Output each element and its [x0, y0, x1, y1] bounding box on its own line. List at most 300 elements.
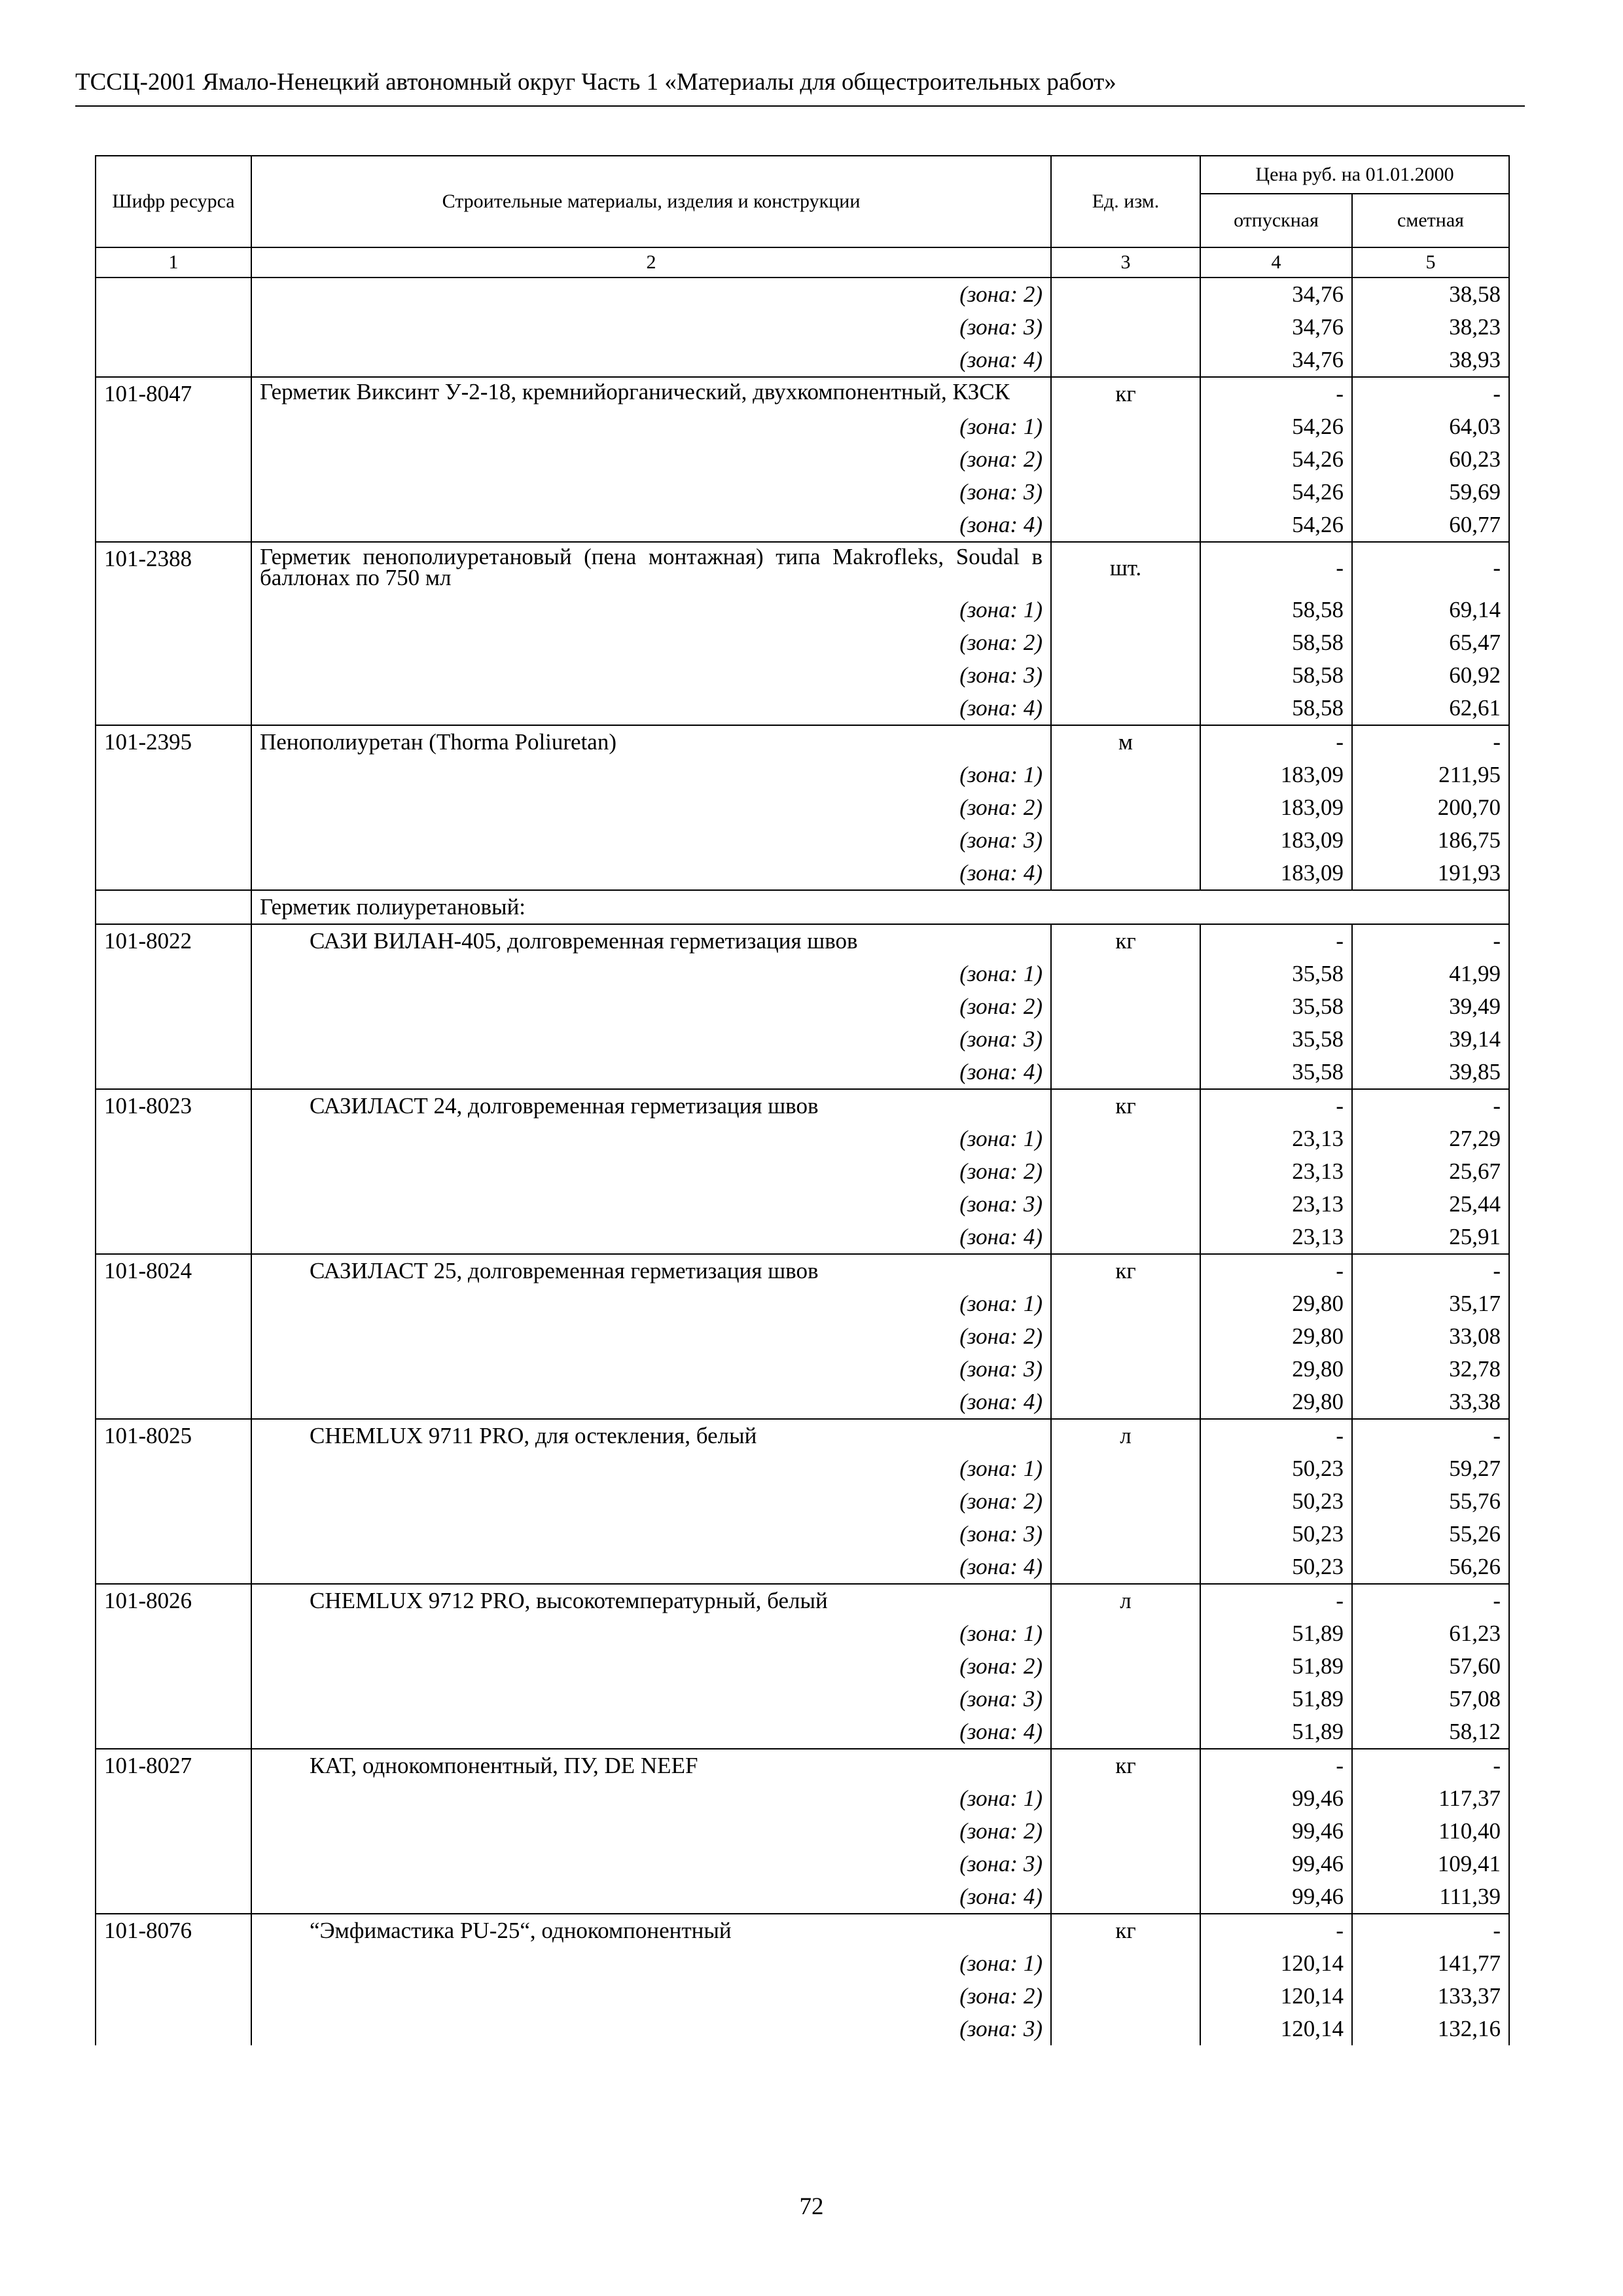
zone-label: (зона: 4) [251, 509, 1051, 542]
table-row [96, 1650, 1509, 1683]
release-price: 34,76 [1200, 278, 1352, 311]
release-price: 99,46 [1200, 1782, 1352, 1815]
unit-cell [1051, 1122, 1200, 1155]
header-code: Шифр ресурса [96, 156, 251, 247]
estimate-price: 39,85 [1352, 1056, 1509, 1089]
zone-label: (зона: 1) [251, 1782, 1051, 1815]
code-cell [96, 509, 251, 542]
table-row [96, 1353, 1509, 1386]
estimate-price: 61,23 [1352, 1617, 1509, 1650]
resource-code: 101-8026 [96, 1584, 251, 1617]
code-cell [96, 344, 251, 377]
zone-label: (зона: 2) [251, 626, 1051, 659]
release-price: 183,09 [1200, 791, 1352, 824]
estimate-price: - [1352, 725, 1509, 759]
estimate-price: 191,93 [1352, 857, 1509, 890]
unit-cell [1051, 1683, 1200, 1715]
release-price: 58,58 [1200, 626, 1352, 659]
release-price: 34,76 [1200, 344, 1352, 377]
code-cell [96, 857, 251, 890]
unit-cell [1051, 509, 1200, 542]
unit-cell [1051, 1947, 1200, 1980]
estimate-price: 39,14 [1352, 1023, 1509, 1056]
zone-label: (зона: 3) [251, 1023, 1051, 1056]
header-rule [75, 105, 1525, 107]
table-body [96, 278, 1509, 2045]
table-row [96, 443, 1509, 476]
table-row [96, 1155, 1509, 1188]
release-price: 99,46 [1200, 1880, 1352, 1914]
estimate-price: 133,37 [1352, 1980, 1509, 2013]
code-cell [96, 410, 251, 443]
unit-cell [1051, 692, 1200, 725]
estimate-price: 38,58 [1352, 278, 1509, 311]
zone-label: (зона: 4) [251, 344, 1051, 377]
code-cell [96, 311, 251, 344]
release-price: 35,58 [1200, 958, 1352, 990]
table-row [96, 2013, 1509, 2045]
release-price: 120,14 [1200, 1980, 1352, 2013]
material-name: САЗИЛАСТ 25, долговременная герметизация швов [251, 1254, 1051, 1287]
estimate-price: 55,76 [1352, 1485, 1509, 1518]
release-price: 50,23 [1200, 1551, 1352, 1584]
table-row [96, 377, 1509, 410]
estimate-price: 60,23 [1352, 443, 1509, 476]
estimate-price: - [1352, 377, 1509, 410]
zone-label: (зона: 3) [251, 1353, 1051, 1386]
code-cell [96, 1782, 251, 1815]
code-cell [96, 1715, 251, 1749]
table-row [96, 1122, 1509, 1155]
zone-label: (зона: 3) [251, 311, 1051, 344]
code-cell [96, 1452, 251, 1485]
code-cell [96, 443, 251, 476]
unit: шт. [1051, 542, 1200, 594]
estimate-price: 200,70 [1352, 791, 1509, 824]
release-price: 54,26 [1200, 443, 1352, 476]
unit-cell [1051, 278, 1200, 311]
unit-cell [1051, 594, 1200, 626]
unit: кг [1051, 377, 1200, 410]
resource-code: 101-8025 [96, 1419, 251, 1452]
code-cell [96, 1683, 251, 1715]
table-row [96, 1254, 1509, 1287]
zone-label: (зона: 4) [251, 1715, 1051, 1749]
code-cell [96, 1485, 251, 1518]
estimate-price: 109,41 [1352, 1848, 1509, 1880]
table-row [96, 791, 1509, 824]
code-cell [96, 2013, 251, 2045]
code-cell [96, 890, 251, 924]
zone-label: (зона: 4) [251, 692, 1051, 725]
code-cell [96, 659, 251, 692]
unit-cell [1051, 1880, 1200, 1914]
material-name: САЗИЛАСТ 24, долговременная герметизация швов [251, 1089, 1051, 1122]
table-row [96, 990, 1509, 1023]
material-name: Герметик Виксинт У-2-18, кремнийорганический, двухкомпонентный, КЗСК [251, 377, 1051, 410]
code-cell [96, 1023, 251, 1056]
unit: кг [1051, 1254, 1200, 1287]
release-price: 23,13 [1200, 1155, 1352, 1188]
unit: кг [1051, 1749, 1200, 1782]
zone-label: (зона: 1) [251, 958, 1051, 990]
release-price: 35,58 [1200, 990, 1352, 1023]
zone-label: (зона: 4) [251, 1221, 1051, 1254]
estimate-price: - [1352, 1089, 1509, 1122]
unit-cell [1051, 1518, 1200, 1551]
zone-label: (зона: 3) [251, 1518, 1051, 1551]
column-number: 4 [1200, 247, 1352, 278]
table-row [96, 626, 1509, 659]
table-row [96, 1518, 1509, 1551]
code-cell [96, 1155, 251, 1188]
column-number: 2 [251, 247, 1051, 278]
release-price: 50,23 [1200, 1485, 1352, 1518]
estimate-price: 60,92 [1352, 659, 1509, 692]
table-row [96, 824, 1509, 857]
estimate-price: 35,17 [1352, 1287, 1509, 1320]
unit-cell [1051, 1551, 1200, 1584]
unit-cell [1051, 958, 1200, 990]
table-row [96, 542, 1509, 594]
unit-cell [1051, 1320, 1200, 1353]
zone-label: (зона: 3) [251, 1188, 1051, 1221]
release-price: 23,13 [1200, 1122, 1352, 1155]
release-price: 58,58 [1200, 659, 1352, 692]
release-price: 51,89 [1200, 1715, 1352, 1749]
code-cell [96, 990, 251, 1023]
material-name: CHEMLUX 9712 PRO, высокотемпературный, белый [251, 1584, 1051, 1617]
release-price: 51,89 [1200, 1650, 1352, 1683]
table-row [96, 1188, 1509, 1221]
header-price-group: Цена руб. на 01.01.2000 [1200, 156, 1509, 194]
release-price: 58,58 [1200, 692, 1352, 725]
release-price: - [1200, 1089, 1352, 1122]
code-cell [96, 1551, 251, 1584]
release-price: 23,13 [1200, 1188, 1352, 1221]
code-cell [96, 1122, 251, 1155]
unit-cell [1051, 1848, 1200, 1880]
column-number: 1 [96, 247, 251, 278]
zone-label: (зона: 1) [251, 1617, 1051, 1650]
unit: м [1051, 725, 1200, 759]
zone-label: (зона: 1) [251, 759, 1051, 791]
zone-label: (зона: 3) [251, 1683, 1051, 1715]
code-cell [96, 824, 251, 857]
resource-code: 101-8047 [96, 377, 251, 410]
release-price: 54,26 [1200, 410, 1352, 443]
release-price: - [1200, 377, 1352, 410]
release-price: - [1200, 1749, 1352, 1782]
estimate-price: - [1352, 924, 1509, 958]
release-price: 51,89 [1200, 1683, 1352, 1715]
material-name: Пенополиуретан (Thorma Poliuretan) [251, 725, 1051, 759]
unit-cell [1051, 824, 1200, 857]
zone-label: (зона: 1) [251, 410, 1051, 443]
unit: л [1051, 1419, 1200, 1452]
table-row [96, 759, 1509, 791]
code-cell [96, 1386, 251, 1419]
table-row [96, 1320, 1509, 1353]
running-header: ТССЦ-2001 Ямало-Ненецкий автономный округ Часть 1 «Материалы для общестроительных работ» [75, 69, 1116, 96]
unit-cell [1051, 1715, 1200, 1749]
zone-label: (зона: 2) [251, 791, 1051, 824]
estimate-price: 141,77 [1352, 1947, 1509, 1980]
release-price: 51,89 [1200, 1617, 1352, 1650]
code-cell [96, 759, 251, 791]
table-row [96, 1584, 1509, 1617]
zone-label: (зона: 2) [251, 1815, 1051, 1848]
estimate-price: 32,78 [1352, 1353, 1509, 1386]
release-price: - [1200, 1914, 1352, 1947]
estimate-price: 41,99 [1352, 958, 1509, 990]
release-price: 183,09 [1200, 759, 1352, 791]
release-price: - [1200, 1584, 1352, 1617]
unit-cell [1051, 659, 1200, 692]
resource-code: 101-8024 [96, 1254, 251, 1287]
release-price: - [1200, 1254, 1352, 1287]
zone-label: (зона: 3) [251, 476, 1051, 509]
release-price: 29,80 [1200, 1320, 1352, 1353]
table-row [96, 692, 1509, 725]
release-price: 120,14 [1200, 1947, 1352, 1980]
unit-cell [1051, 1155, 1200, 1188]
estimate-price: - [1352, 1914, 1509, 1947]
material-name: САЗИ ВИЛАН-405, долговременная герметизация швов [251, 924, 1051, 958]
estimate-price: 57,60 [1352, 1650, 1509, 1683]
release-price: 58,58 [1200, 594, 1352, 626]
table-row [96, 1782, 1509, 1815]
estimate-price: 59,69 [1352, 476, 1509, 509]
zone-label: (зона: 1) [251, 1947, 1051, 1980]
zone-label: (зона: 2) [251, 1320, 1051, 1353]
resource-code: 101-8076 [96, 1914, 251, 1947]
unit-cell [1051, 2013, 1200, 2045]
estimate-price: 132,16 [1352, 2013, 1509, 2045]
unit-cell [1051, 476, 1200, 509]
estimate-price: 25,67 [1352, 1155, 1509, 1188]
estimate-price: 25,44 [1352, 1188, 1509, 1221]
table-row [96, 1221, 1509, 1254]
unit-cell [1051, 1221, 1200, 1254]
zone-label: (зона: 2) [251, 1485, 1051, 1518]
resource-code: 101-8023 [96, 1089, 251, 1122]
table-row [96, 890, 1509, 924]
table-row [96, 1749, 1509, 1782]
release-price: 99,46 [1200, 1815, 1352, 1848]
code-cell [96, 1353, 251, 1386]
zone-label: (зона: 3) [251, 1848, 1051, 1880]
estimate-price: 186,75 [1352, 824, 1509, 857]
table-row [96, 924, 1509, 958]
unit-cell [1051, 1485, 1200, 1518]
material-name: “Эмфимастика PU-25“, однокомпонентный [251, 1914, 1051, 1947]
unit-cell [1051, 1353, 1200, 1386]
page-number: 72 [799, 2193, 824, 2220]
table-row [96, 1551, 1509, 1584]
estimate-price: 38,23 [1352, 311, 1509, 344]
code-cell [96, 1056, 251, 1089]
release-price: 29,80 [1200, 1386, 1352, 1419]
table-row [96, 1815, 1509, 1848]
code-cell [96, 1650, 251, 1683]
zone-label: (зона: 3) [251, 824, 1051, 857]
table-row [96, 410, 1509, 443]
table-row [96, 311, 1509, 344]
estimate-price: 60,77 [1352, 509, 1509, 542]
estimate-price: - [1352, 1584, 1509, 1617]
table-row [96, 1386, 1509, 1419]
release-price: 35,58 [1200, 1023, 1352, 1056]
unit-cell [1051, 791, 1200, 824]
table-row [96, 1683, 1509, 1715]
zone-label: (зона: 4) [251, 1056, 1051, 1089]
table-row [96, 1947, 1509, 1980]
unit: кг [1051, 924, 1200, 958]
release-price: 99,46 [1200, 1848, 1352, 1880]
estimate-price: 55,26 [1352, 1518, 1509, 1551]
unit-cell [1051, 1056, 1200, 1089]
zone-label: (зона: 2) [251, 1650, 1051, 1683]
estimate-price: 27,29 [1352, 1122, 1509, 1155]
header-unit: Ед. изм. [1051, 156, 1200, 247]
code-cell [96, 791, 251, 824]
code-cell [96, 1815, 251, 1848]
code-cell [96, 1980, 251, 2013]
release-price: - [1200, 725, 1352, 759]
release-price: 120,14 [1200, 2013, 1352, 2045]
estimate-price: 33,08 [1352, 1320, 1509, 1353]
table-row [96, 1023, 1509, 1056]
table-row [96, 1419, 1509, 1452]
code-cell [96, 1320, 251, 1353]
estimate-price: 58,12 [1352, 1715, 1509, 1749]
code-cell [96, 1221, 251, 1254]
release-price: 50,23 [1200, 1452, 1352, 1485]
code-cell [96, 1287, 251, 1320]
zone-label: (зона: 1) [251, 1122, 1051, 1155]
estimate-price: 25,91 [1352, 1221, 1509, 1254]
release-price: 23,13 [1200, 1221, 1352, 1254]
code-cell [96, 1188, 251, 1221]
unit-cell [1051, 857, 1200, 890]
estimate-price: 39,49 [1352, 990, 1509, 1023]
zone-label: (зона: 4) [251, 1386, 1051, 1419]
resource-code: 101-8027 [96, 1749, 251, 1782]
zone-label: (зона: 2) [251, 278, 1051, 311]
code-cell [96, 1518, 251, 1551]
unit-cell [1051, 1815, 1200, 1848]
zone-label: (зона: 2) [251, 990, 1051, 1023]
estimate-price: 64,03 [1352, 410, 1509, 443]
zone-label: (зона: 3) [251, 659, 1051, 692]
release-price: 183,09 [1200, 824, 1352, 857]
table-row [96, 1980, 1509, 2013]
code-cell [96, 1880, 251, 1914]
unit-cell [1051, 990, 1200, 1023]
unit-cell [1051, 1617, 1200, 1650]
code-cell [96, 1947, 251, 1980]
unit: кг [1051, 1914, 1200, 1947]
estimate-price: 57,08 [1352, 1683, 1509, 1715]
estimate-price: 65,47 [1352, 626, 1509, 659]
unit-cell [1051, 311, 1200, 344]
table-row [96, 1880, 1509, 1914]
table-row [96, 958, 1509, 990]
estimate-price: - [1352, 1254, 1509, 1287]
unit-cell [1051, 1188, 1200, 1221]
table-row [96, 1848, 1509, 1880]
code-cell [96, 626, 251, 659]
table-row [96, 476, 1509, 509]
estimate-price: - [1352, 1749, 1509, 1782]
group-heading: Герметик полиуретановый: [251, 890, 1509, 924]
table-row [96, 344, 1509, 377]
table-row [96, 659, 1509, 692]
unit-cell [1051, 410, 1200, 443]
code-cell [96, 958, 251, 990]
zone-label: (зона: 2) [251, 1980, 1051, 2013]
column-number: 3 [1051, 247, 1200, 278]
table-row [96, 278, 1509, 311]
code-cell [96, 1617, 251, 1650]
zone-label: (зона: 1) [251, 1287, 1051, 1320]
zone-label: (зона: 4) [251, 1880, 1051, 1914]
header-estimate-price: сметная [1352, 194, 1509, 247]
unit-cell [1051, 1023, 1200, 1056]
release-price: - [1200, 542, 1352, 594]
table-row [96, 1617, 1509, 1650]
zone-label: (зона: 2) [251, 1155, 1051, 1188]
estimate-price: 59,27 [1352, 1452, 1509, 1485]
code-cell [96, 1848, 251, 1880]
zone-label: (зона: 4) [251, 1551, 1051, 1584]
table-row [96, 594, 1509, 626]
table-row [96, 857, 1509, 890]
unit-cell [1051, 626, 1200, 659]
unit: л [1051, 1584, 1200, 1617]
estimate-price: 33,38 [1352, 1386, 1509, 1419]
release-price: - [1200, 1419, 1352, 1452]
resource-code: 101-2388 [96, 542, 251, 594]
release-price: 54,26 [1200, 509, 1352, 542]
unit-cell [1051, 1980, 1200, 2013]
release-price: 50,23 [1200, 1518, 1352, 1551]
header-name: Строительные материалы, изделия и конструкции [251, 156, 1051, 247]
table-row [96, 1056, 1509, 1089]
code-cell [96, 692, 251, 725]
price-table [95, 155, 1510, 2045]
zone-label: (зона: 1) [251, 1452, 1051, 1485]
release-price: 29,80 [1200, 1353, 1352, 1386]
code-cell [96, 594, 251, 626]
zone-label: (зона: 2) [251, 443, 1051, 476]
material-name: CHEMLUX 9711 PRO, для остекления, белый [251, 1419, 1051, 1452]
unit-cell [1051, 759, 1200, 791]
code-cell [96, 278, 251, 311]
material-name: КАТ, однокомпонентный, ПУ, DE NEEF [251, 1749, 1051, 1782]
resource-code: 101-8022 [96, 924, 251, 958]
table-row [96, 509, 1509, 542]
table-row [96, 1715, 1509, 1749]
release-price: 34,76 [1200, 311, 1352, 344]
release-price: 183,09 [1200, 857, 1352, 890]
estimate-price: 117,37 [1352, 1782, 1509, 1815]
table-row [96, 1485, 1509, 1518]
unit-cell [1051, 1650, 1200, 1683]
estimate-price: 38,93 [1352, 344, 1509, 377]
estimate-price: 211,95 [1352, 759, 1509, 791]
